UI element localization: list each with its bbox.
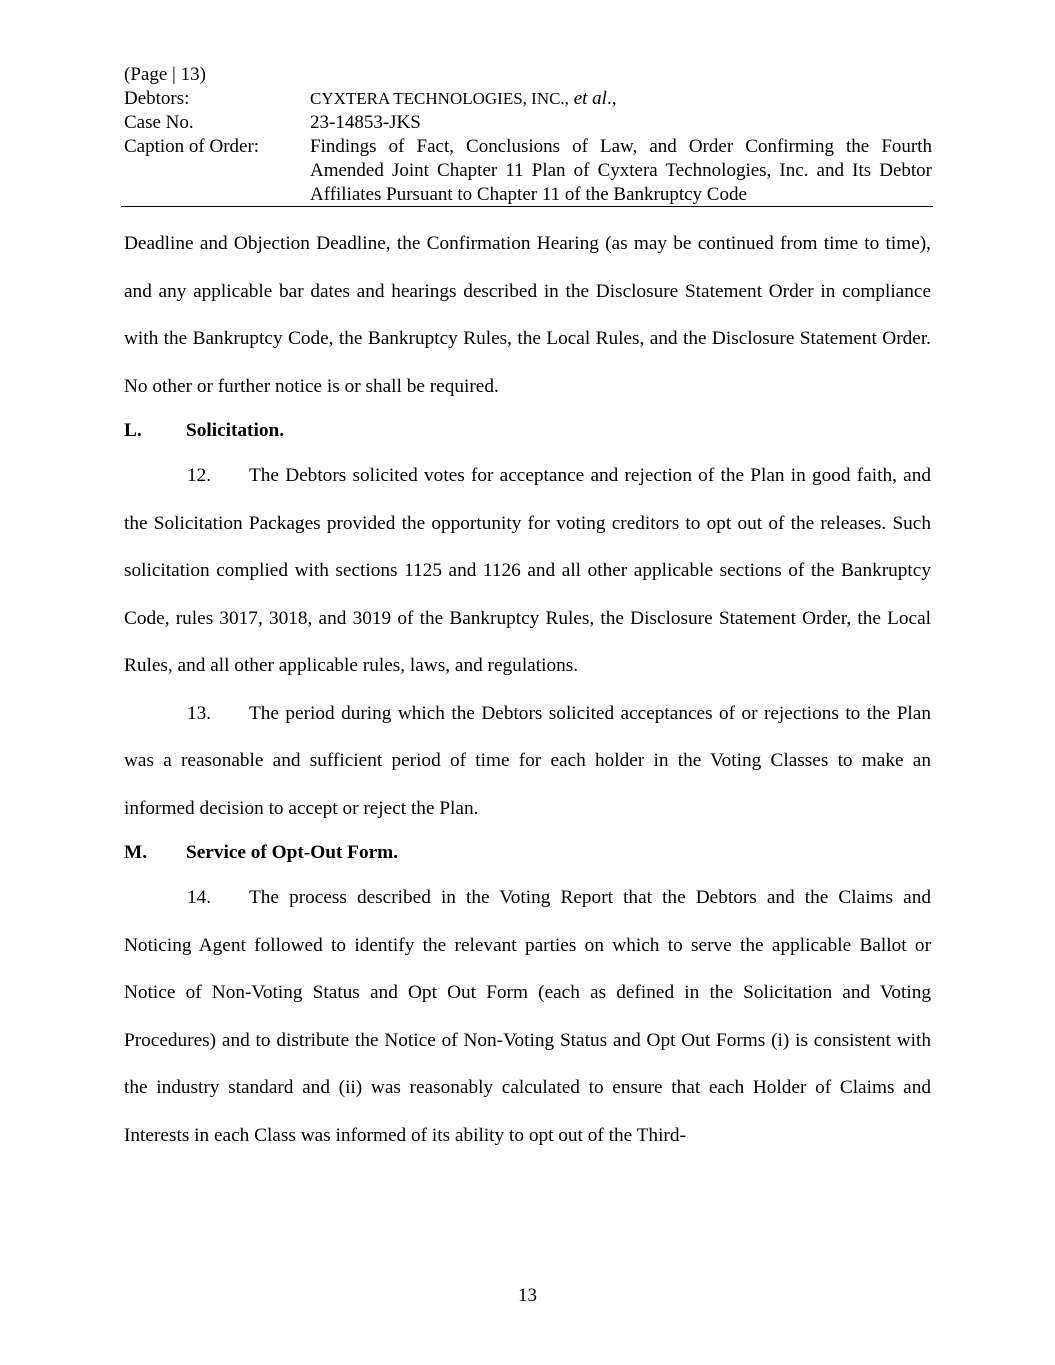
order-header xyxy=(124,63,932,207)
debtors-label: Debtors: xyxy=(124,88,190,109)
section-heading-m xyxy=(124,832,931,874)
case-label: Case No. xyxy=(124,112,194,133)
debtors-value xyxy=(310,87,932,111)
continuation-paragraph: Deadline and Objection Deadline, the Confirmation Hearing (as may be continued from time to time), and any applicable bar dates and hearings described in the Disclosure Statement Order in compliance with the Bankruptcy Code, the Bankruptcy Rules, the Local Rules, and the Disclosure Statement Order. No other or further notice is or shall be required. xyxy=(124,233,931,397)
paragraph-13 xyxy=(124,690,931,833)
header-case-row xyxy=(124,111,932,135)
paragraph-12-text: The Debtors solicited votes for acceptance and rejection of the Plan in good faith, and the Solicitation Packages provided the opportunity for voting creditors to opt out of the releases. Such solicitation complied with sections 1125 and 1126 and all other applicable sections of the Bankruptcy Code, rules 3017, 3018, and 3019 of the Bankruptcy Rules, the Disclosure Statement Order, the Local Rules, and all other applicable rules, laws, and regulations. xyxy=(124,465,931,676)
section-l-number: L. xyxy=(124,420,142,441)
section-l-title: Solicitation. xyxy=(186,420,285,441)
header-page-line xyxy=(124,63,932,87)
debtors-et-al: et al xyxy=(573,88,607,109)
paragraph-14-number: 14. xyxy=(187,887,212,908)
header-caption-row xyxy=(124,135,932,207)
paragraph-14 xyxy=(124,874,931,1159)
caption-value: Findings of Fact, Conclusions of Law, and Order Confirming the Fourth Amended Joint Chapter 11 Plan of Cyxtera Technologies, Inc. and Its Debtor Affiliates Pursuant to Chapter 11 of the Bankruptcy Code xyxy=(310,136,932,205)
paragraph-12-number: 12. xyxy=(187,465,212,486)
debtors-tail: ., xyxy=(606,88,617,109)
paragraph-13-text: The period during which the Debtors solicited acceptances of or rejections to the Plan was a reasonable and sufficient period of time for each holder in the Voting Classes to make an informed decision to accept or reject the Plan. xyxy=(124,702,931,819)
debtors-name: CYXTERA TECHNOLOGIES, INC., xyxy=(310,89,569,108)
paragraph-13-number: 13. xyxy=(187,702,212,724)
header-divider xyxy=(121,206,933,207)
section-heading-l xyxy=(124,410,931,452)
paragraph-14-text: The process described in the Voting Report that the Debtors and the Claims and Noticing Agent followed to identify the relevant parties on which to serve the applicable Ballot or Notice of Non-Voting Status and Opt Out Form (each as defined in the Solicitation and Voting Procedures) and to distribute the Notice of Non-Voting Status and Opt Out Forms (i) is consistent with the industry standard and (ii) was reasonably calculated to ensure that each Holder of Claims and Interests in each Class was informed of its ability to opt out of the Third- xyxy=(124,887,931,1146)
case-number: 23-14853-JKS xyxy=(310,112,421,133)
caption-label: Caption of Order: xyxy=(124,136,260,157)
page-number: 13 xyxy=(518,1285,537,1306)
header-page-ref: (Page | 13) xyxy=(124,64,206,85)
header-debtors-row xyxy=(124,87,932,111)
section-m-title: Service of Opt-Out Form. xyxy=(186,842,399,863)
paragraph-12 xyxy=(124,452,931,690)
document-body xyxy=(124,220,931,1159)
section-m-number: M. xyxy=(124,842,148,863)
